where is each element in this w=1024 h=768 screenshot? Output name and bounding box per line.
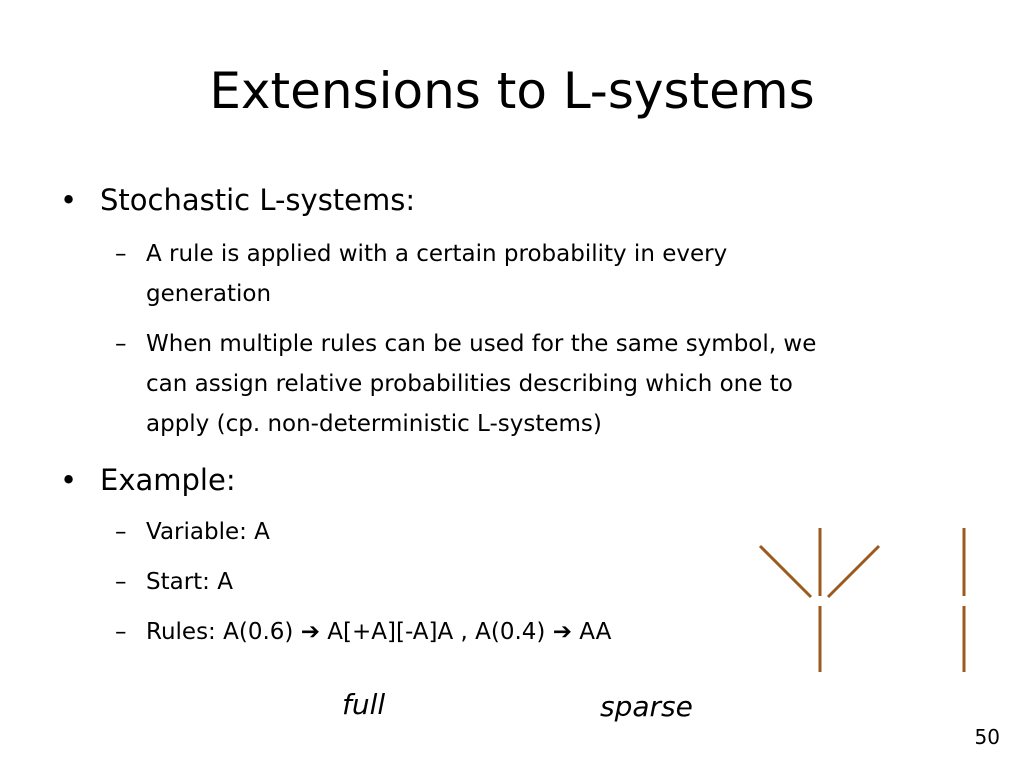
subbullet-text: A rule is applied with a certain probability in every [146, 241, 728, 267]
arrow-right-icon: ➔ [300, 619, 320, 645]
subbullet-text: generation [146, 281, 272, 307]
lsystem-branches [760, 528, 964, 672]
full-right-branch [828, 546, 879, 597]
subbullet-text: When multiple rules can be used for the same symbol, we [146, 331, 817, 357]
subbullet-text: Variable: A [146, 519, 270, 545]
rule-middle: A[+A][-A]A , A(0.4) [319, 619, 553, 645]
dash-marker: – [115, 619, 127, 645]
caption-full: full [342, 688, 386, 721]
rule-end: AA [571, 619, 612, 645]
full-left-branch [760, 546, 811, 597]
page-number: 50 [974, 725, 1000, 749]
dash-marker: – [115, 569, 127, 595]
subbullet-text: can assign relative probabilities describing which one to [146, 371, 793, 397]
caption-sparse: sparse [600, 690, 693, 723]
dash-marker: – [115, 519, 127, 545]
arrow-right-icon: ➔ [552, 619, 572, 645]
bullet-text: Example: [100, 463, 236, 497]
dash-marker: – [115, 241, 127, 267]
bullet-marker: • [60, 183, 78, 217]
bullet-text: Stochastic L-systems: [100, 183, 416, 217]
subbullet-text: Start: A [146, 569, 233, 595]
rule-prefix: Rules: A(0.6) [146, 619, 301, 645]
bullet-marker: • [60, 463, 78, 497]
slide-title: Extensions to L-systems [209, 62, 815, 120]
dash-marker: – [115, 331, 127, 357]
subbullet-text: apply (cp. non-deterministic L-systems) [146, 411, 602, 437]
